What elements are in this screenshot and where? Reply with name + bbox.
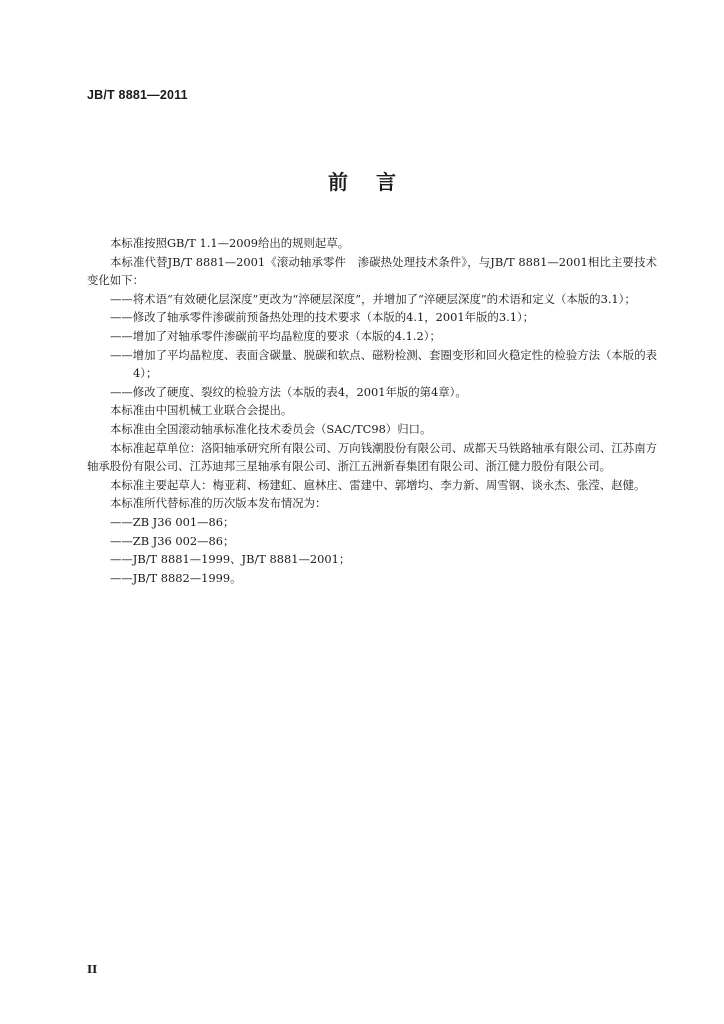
page-number: II — [87, 963, 98, 976]
history-item: ——ZB J36 002—86； — [110, 533, 235, 548]
paragraph-replacement: 本标准代替JB/T 8881—2001《滚动轴承零件 渗碳热处理技术条件》，与JB/T 8881—2001相比主要技术变化如下： — [87, 254, 657, 288]
paragraph-drafting-rules: 本标准按照GB/T 1.1—2009给出的规则起草。 — [110, 236, 350, 250]
change-item: ——修改了硬度、裂纹的检验方法（本版的表4，2001年版的第4章）。 — [110, 384, 467, 399]
page-title: 前言 — [328, 170, 424, 194]
change-item: ——增加了平均晶粒度、表面含碳量、脱碳和软点、磁粉检测、套圈变形和回火稳定性的检验方法（本版的表4）； — [110, 347, 657, 381]
history-item: ——JB/T 8882—1999。 — [110, 570, 242, 585]
history-item: ——ZB J36 001—86； — [110, 514, 235, 529]
standard-code: JB/T 8881—2011 — [87, 88, 188, 102]
paragraph-history-intro: 本标准所代替标准的历次版本发布情况为： — [110, 496, 327, 511]
paragraph-administrator: 本标准由全国滚动轴承标准化技术委员会（SAC/TC98）归口。 — [110, 421, 432, 436]
paragraph-proposer: 本标准由中国机械工业联合会提出。 — [110, 403, 293, 418]
paragraph-drafters: 本标准主要起草人：梅亚莉、杨建虹、扈林庄、雷建中、郭增均、李力新、周雪钢、谈永杰、张滢、赵健。 — [110, 477, 646, 492]
history-item: ——JB/T 8881—1999、JB/T 8881—2001； — [110, 552, 351, 567]
paragraph-drafting-units: 本标准起草单位：洛阳轴承研究所有限公司、万向钱潮股份有限公司、成都天马铁路轴承有限公司、江苏南方轴承股份有限公司、江苏迪邦三星轴承有限公司、浙江五洲新春集团有限公司、浙江健力股份有限公司。 — [87, 440, 657, 474]
change-item: ——修改了轴承零件渗碳前预备热处理的技术要求（本版的4.1，2001年版的3.1）； — [110, 310, 535, 325]
foreword-body — [87, 234, 657, 587]
change-item: ——将术语“有效硬化层深度”更改为“淬硬层深度”，并增加了“淬硬层深度”的术语和定义（本版的3.1）； — [110, 291, 636, 306]
change-item: ——增加了对轴承零件渗碳前平均晶粒度的要求（本版的4.1.2）； — [110, 328, 441, 343]
